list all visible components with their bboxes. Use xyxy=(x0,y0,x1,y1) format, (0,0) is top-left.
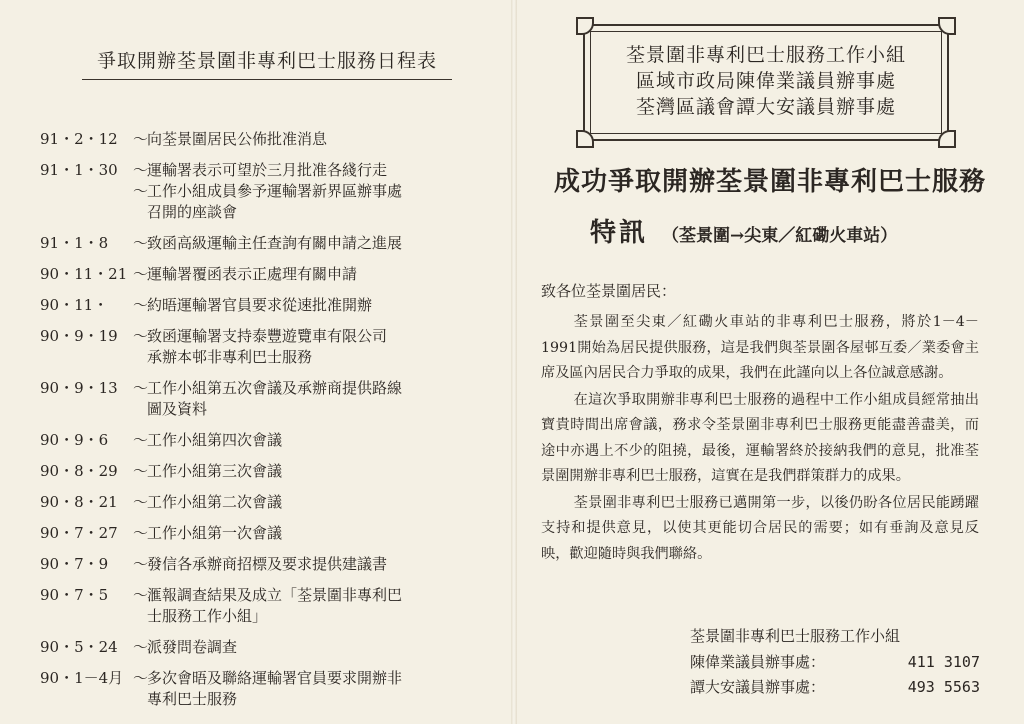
tilde-mark: ～ xyxy=(133,161,149,179)
schedule-row xyxy=(40,461,480,482)
schedule-date: 90・9・13 xyxy=(40,379,118,397)
schedule-line-text: 致函高級運輸主任查詢有關申請之進展 xyxy=(147,234,403,252)
schedule-text xyxy=(133,378,480,399)
tilde-mark: ～ xyxy=(133,265,149,283)
schedule-line-text: 工作小組成員參予運輸署新界區辦事處 xyxy=(147,182,403,200)
schedule-text xyxy=(133,554,480,575)
signature-group: 荃景圍非專利巴士服務工作小組 xyxy=(690,627,901,645)
schedule-line-text: 多次會晤及聯絡運輸署官員要求開辦非 xyxy=(147,669,403,687)
schedule-text xyxy=(133,637,480,658)
schedule-line-text: 向荃景圍居民公佈批准消息 xyxy=(147,130,328,148)
schedule-list xyxy=(40,129,480,720)
tilde-mark: ～ xyxy=(133,493,149,511)
contact-label: 陳偉業議員辦事處： xyxy=(690,652,826,671)
schedule-line-text: 運輸署覆函表示正處理有關申請 xyxy=(147,265,358,283)
schedule-line-text: 工作小組第三次會議 xyxy=(147,462,283,480)
tilde-mark: ～ xyxy=(133,524,149,542)
schedule-row xyxy=(40,129,480,150)
schedule-line-text: 圖及資料 xyxy=(147,400,208,418)
schedule-text xyxy=(133,326,480,347)
subheadline xyxy=(590,212,897,249)
office-line-1: 荃景圍非專利巴士服務工作小組 xyxy=(625,44,906,66)
schedule-text xyxy=(133,295,480,316)
schedule-date: 90・7・5 xyxy=(40,586,109,604)
schedule-text xyxy=(133,430,480,451)
schedule-text xyxy=(133,689,480,710)
schedule-date: 90・1－4月 xyxy=(40,669,124,687)
paragraph: 荃景圍非專利巴士服務已邁開第一步，以後仍盼各位居民能踴躍支持和提供意見，以使其更能切合居民的需要；如有垂詢及意見反映，歡迎隨時與我們聯絡。 xyxy=(541,494,979,562)
schedule-date: 91・1・30 xyxy=(40,161,118,179)
schedule-text xyxy=(133,181,480,202)
schedule-text xyxy=(133,129,480,150)
schedule-line-text: 工作小組第一次會議 xyxy=(147,524,283,542)
schedule-text xyxy=(133,492,480,513)
route-label: （荃景圍→尖東／紅磡火車站） xyxy=(662,226,898,246)
signature-block xyxy=(690,624,980,701)
schedule-row xyxy=(40,637,480,658)
schedule-line-text: 致函運輸署支持泰豐遊覽車有限公司 xyxy=(147,327,388,345)
contact-phone: 493 5563 xyxy=(907,678,980,696)
office-line-3: 荃灣區議會譚大安議員辦事處 xyxy=(635,96,896,118)
schedule-line-text: 工作小組第五次會議及承辦商提供路線 xyxy=(147,379,403,397)
schedule-text xyxy=(133,264,480,285)
schedule-row xyxy=(40,668,480,710)
schedule-date: 90・5・24 xyxy=(40,638,118,656)
schedule-text xyxy=(133,606,480,627)
schedule-row xyxy=(40,233,480,254)
tilde-mark: ～ xyxy=(133,669,149,687)
tilde-mark: ～ xyxy=(133,234,149,252)
office-line-2: 區域市政局陳偉業議員辦事處 xyxy=(635,70,896,92)
tilde-mark: ～ xyxy=(133,182,149,200)
schedule-text xyxy=(133,202,480,223)
schedule-date: 90・7・9 xyxy=(40,555,109,573)
tilde-mark: ～ xyxy=(133,431,149,449)
tilde-mark: ～ xyxy=(133,555,149,573)
schedule-title: 爭取開辦荃景圍非專利巴士服務日程表 xyxy=(82,46,452,80)
schedule-row xyxy=(40,378,480,420)
paragraph: 荃景圍至尖東／紅磡火車站的非專利巴士服務，將於1－4－1991開始為居民提供服務，這是我們與荃景圍各屋邨互委／業委會主席及區內居民合力爭取的成果，我們在此謹向以上各位誠意感謝。 xyxy=(541,314,979,381)
salutation: 致各位荃景圍居民： xyxy=(541,282,677,300)
schedule-line-text: 派發問卷調查 xyxy=(147,638,238,656)
schedule-line-text: 約晤運輸署官員要求從速批准開辦 xyxy=(147,296,373,314)
page-fold xyxy=(511,0,517,724)
schedule-date: 90・8・21 xyxy=(40,493,118,511)
schedule-row xyxy=(40,492,480,513)
schedule-line-text: 召開的座談會 xyxy=(147,203,238,221)
box-corner-ornament xyxy=(576,130,594,148)
schedule-row xyxy=(40,326,480,368)
tilde-mark: ～ xyxy=(133,327,149,345)
schedule-text xyxy=(133,523,480,544)
box-corner-ornament xyxy=(938,17,956,35)
box-corner-ornament xyxy=(576,17,594,35)
schedule-line-text: 士服務工作小組」 xyxy=(147,607,268,625)
tilde-mark: ～ xyxy=(133,638,149,656)
schedule-line-text: 滙報調查結果及成立「荃景圍非專利巴 xyxy=(147,586,403,604)
schedule-text xyxy=(133,233,480,254)
tilde-mark: ～ xyxy=(133,296,149,314)
schedule-row xyxy=(40,585,480,627)
tilde-mark: ～ xyxy=(133,130,149,148)
schedule-row xyxy=(40,295,480,316)
schedule-text xyxy=(133,160,480,181)
schedule-date: 91・2・12 xyxy=(40,130,118,148)
schedule-line-text: 工作小組第二次會議 xyxy=(147,493,283,511)
tilde-mark: ～ xyxy=(133,379,149,397)
letter-body xyxy=(541,310,979,568)
schedule-line-text: 運輸署表示可望於三月批准各綫行走 xyxy=(147,161,388,179)
schedule-date: 90・11・ xyxy=(40,296,109,314)
headline: 成功爭取開辦荃景圍非專利巴士服務 xyxy=(553,167,986,197)
contact-label: 譚大安議員辦事處： xyxy=(690,678,826,696)
schedule-row xyxy=(40,160,480,223)
schedule-date: 90・7・27 xyxy=(40,524,118,542)
schedule-text xyxy=(133,347,480,368)
office-box xyxy=(583,24,949,141)
schedule-date: 90・9・6 xyxy=(40,431,109,449)
contact-row xyxy=(690,675,980,701)
schedule-line-text: 發信各承辦商招標及要求提供建議書 xyxy=(147,555,388,573)
special-news-tag: 特訊 xyxy=(590,218,649,248)
box-corner-ornament xyxy=(938,130,956,148)
schedule-text xyxy=(133,399,480,420)
contact-phone: 411 3107 xyxy=(907,652,980,671)
schedule-date: 91・1・8 xyxy=(40,234,109,252)
schedule-text xyxy=(133,461,480,482)
schedule-row xyxy=(40,264,480,285)
schedule-row xyxy=(40,554,480,575)
tilde-mark: ～ xyxy=(133,586,149,604)
schedule-row xyxy=(40,523,480,544)
schedule-line-text: 承辦本邨非專利巴士服務 xyxy=(147,348,313,366)
tilde-mark: ～ xyxy=(133,462,149,480)
schedule-line-text: 工作小組第四次會議 xyxy=(147,431,283,449)
schedule-date: 90・8・29 xyxy=(40,462,118,480)
paragraph: 在這次爭取開辦非專利巴士服務的過程中工作小組成員經常抽出寶貴時間出席會議，務求令荃景圍非專利巴士服務更能盡善盡美，而途中亦遇上不少的阻撓，最後，運輸署終於接納我們的意見，批准荃景圍開辦非專利巴士服務，這實在是我們群策群力的成果。 xyxy=(541,391,979,484)
schedule-line-text: 專利巴士服務 xyxy=(147,690,238,708)
schedule-row xyxy=(40,430,480,451)
schedule-text xyxy=(133,668,480,689)
schedule-date: 90・11・21 xyxy=(40,265,128,283)
schedule-text xyxy=(133,585,480,606)
contact-row xyxy=(690,650,980,676)
schedule-date: 90・9・19 xyxy=(40,327,118,345)
